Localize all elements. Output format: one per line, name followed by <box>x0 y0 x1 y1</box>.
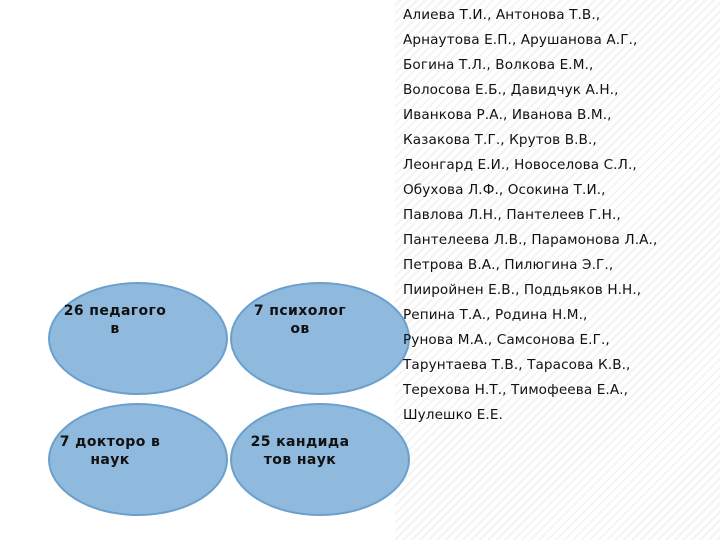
author-item: Пантелеева Л.В., Парамонова Л.А., <box>403 232 658 248</box>
author-item: Богина Т.Л., Волкова Е.М., <box>403 57 594 73</box>
circle-teachers-label: 26 педагого в <box>63 303 167 337</box>
circle-teachers <box>48 282 228 395</box>
author-item: Иванкова Р.А., Иванова В.М., <box>403 107 612 123</box>
author-item: Петрова В.А., Пилюгина Э.Г., <box>403 257 614 273</box>
author-item: Волосова Е.Б., Давидчук А.Н., <box>403 82 619 98</box>
author-item: Казакова Т.Г., Крутов В.В., <box>403 132 597 148</box>
author-item: Тарунтаева Т.В., Тарасова К.В., <box>403 357 631 373</box>
author-item: Обухова Л.Ф., Осокина Т.И., <box>403 182 606 198</box>
author-item: Шулешко Е.Е. <box>403 407 503 423</box>
circle-psychologists <box>230 282 410 395</box>
circle-doctors-label: 7 докторо в наук <box>59 434 161 468</box>
author-item: Рунова М.А., Самсонова Е.Г., <box>403 332 610 348</box>
author-item: Репина Т.А., Родина Н.М., <box>403 307 588 323</box>
authors-list <box>403 7 713 432</box>
author-item: Пииройнен Е.В., Поддьяков Н.Н., <box>403 282 642 298</box>
author-item: Павлова Л.Н., Пантелеев Г.Н., <box>403 207 621 223</box>
circle-psychologists-label: 7 психолог ов <box>253 303 347 337</box>
circle-candidates-label: 25 кандида тов наук <box>250 434 350 468</box>
author-item: Арнаутова Е.П., Арушанова А.Г., <box>403 32 638 48</box>
author-item: Леонгард Е.И., Новоселова С.Л., <box>403 157 637 173</box>
author-item: Терехова Н.Т., Тимофеева Е.А., <box>403 382 629 398</box>
author-item: Алиева Т.И., Антонова Т.В., <box>403 7 601 23</box>
